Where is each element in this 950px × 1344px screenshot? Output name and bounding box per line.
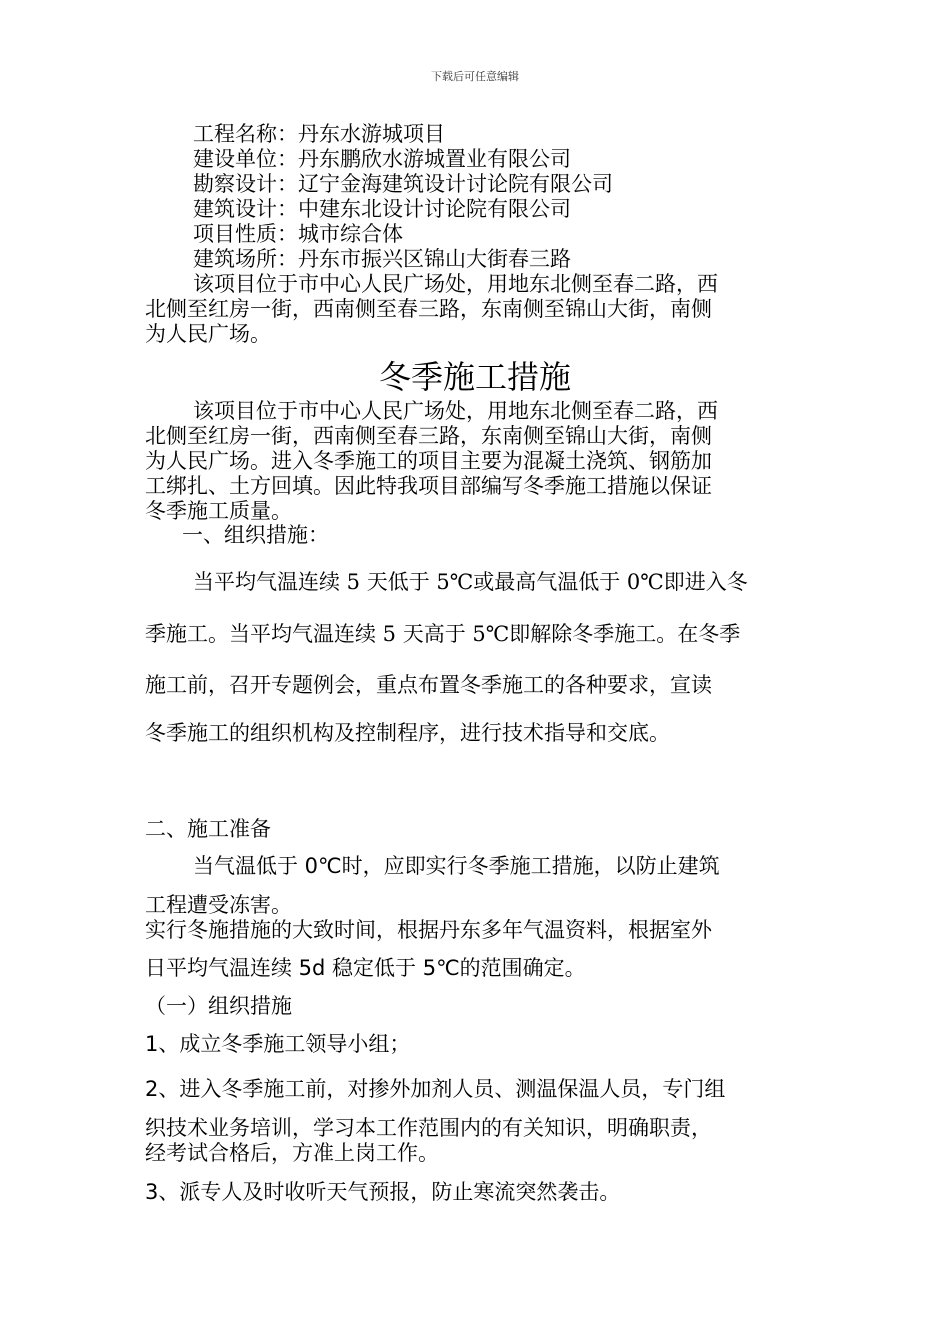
body-line: 为人民广场。进入冬季施工的项目主要为混凝土浇筑、钢筋加 [145,449,712,473]
document-title: 冬季施工措施 [378,358,571,396]
section1-heading: 一、组织措施： [182,523,329,547]
section2-paragraph-line: 工程遭受冻害。 [145,893,292,917]
section2-heading: 二、施工准备 [145,817,271,841]
body-line: 北侧至红房一街，西南侧至春三路，东南侧至锦山大街，南侧 [145,424,712,448]
section2-list-item-1: 1、成立冬季施工领导小组； [145,1032,411,1056]
section2-list-item-2: 2、进入冬季施工前，对掺外加剂人员、测温保温人员，专门组 [145,1077,726,1101]
body-line: 该项目位于市中心人民广场处，用地东北侧至春二路，西 [193,399,718,423]
intro-line: 为人民广场。 [145,322,271,346]
info-survey-design: 勘察设计：辽宁金海建筑设计讨论院有限公司 [193,172,613,196]
intro-line: 北侧至红房一街，西南侧至春三路，东南侧至锦山大街，南侧 [145,297,712,321]
section2-paragraph-line: 日平均气温连续 5d 稳定低于 5℃的范围确定。 [145,956,586,980]
section1-paragraph-line: 冬季施工的组织机构及控制程序，进行技术指导和交底。 [145,721,670,745]
info-project-name: 工程名称：丹东水游城项目 [193,122,445,146]
header-note: 下载后可任意编辑 [431,70,519,83]
info-project-type: 项目性质：城市综合体 [193,222,403,246]
section2-list-item-2-cont: 织技术业务培训，学习本工作范围内的有关知识，明确职责， [145,1116,712,1140]
section2-list-item-3: 3、派专人及时收听天气预报，防止寒流突然袭击。 [145,1180,621,1204]
section2-paragraph-line: 实行冬施措施的大致时间，根据丹东多年气温资料，根据室外 [145,918,712,942]
info-architecture-design: 建筑设计：中建东北设计讨论院有限公司 [193,197,571,221]
body-line: 冬季施工质量。 [145,499,292,523]
section1-paragraph-line: 施工前，召开专题例会，重点布置冬季施工的各种要求，宣读 [145,673,712,697]
info-developer: 建设单位：丹东鹏欣水游城置业有限公司 [193,147,571,171]
section1-paragraph-line: 当平均气温连续 5 天低于 5℃或最高气温低于 0℃即进入冬 [193,570,748,594]
section2-subheading: （一）组织措施 [145,994,292,1018]
section1-paragraph-line: 季施工。当平均气温连续 5 天高于 5℃即解除冬季施工。在冬季 [145,622,741,646]
section2-list-item-2-cont: 经考试合格后，方准上岗工作。 [145,1141,439,1165]
info-site: 建筑场所：丹东市振兴区锦山大街春三路 [193,247,571,271]
section2-paragraph-line: 当气温低于 0℃时，应即实行冬季施工措施，以防止建筑 [193,854,720,878]
body-line: 工绑扎、土方回填。因此特我项目部编写冬季施工措施以保证 [145,474,712,498]
intro-line: 该项目位于市中心人民广场处，用地东北侧至春二路，西 [193,272,718,296]
